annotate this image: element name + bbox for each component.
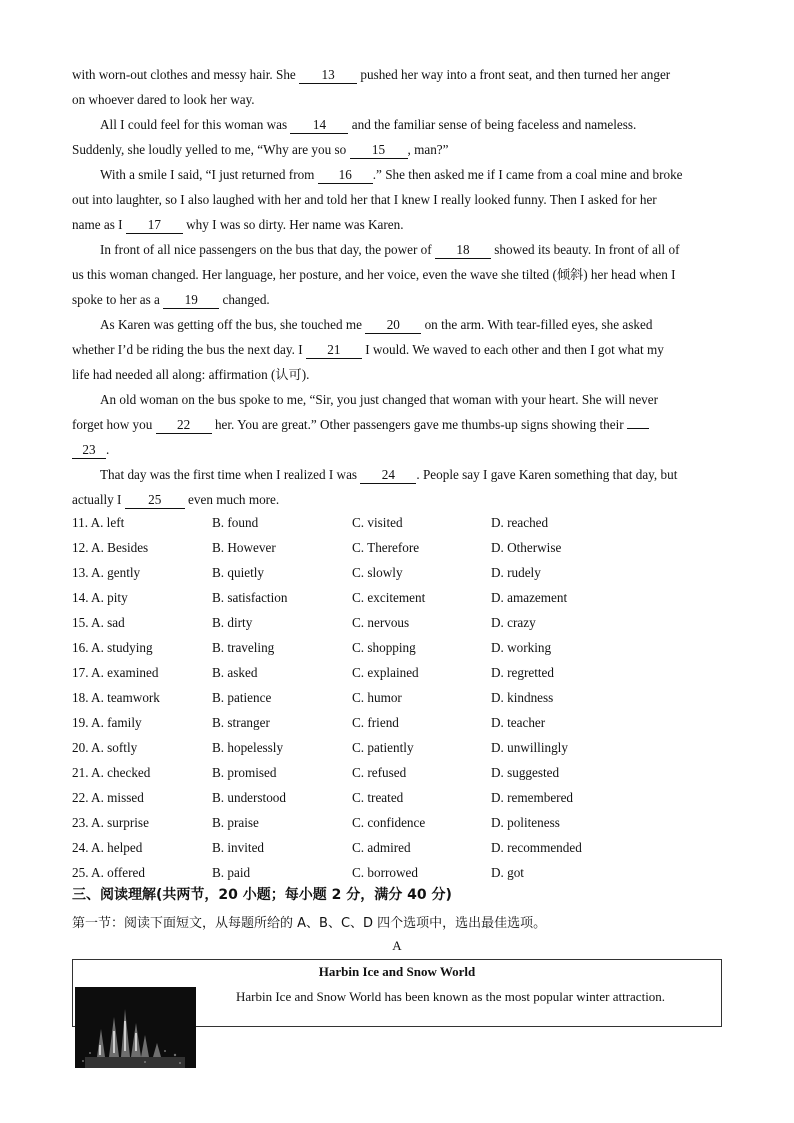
passage-text: All I could feel for this woman was <box>100 117 291 132</box>
blank-22: 22 <box>156 416 212 434</box>
option-c: C. shopping <box>352 640 416 655</box>
option-d: D. crazy <box>491 615 536 630</box>
passage-text: , man?” <box>407 142 449 157</box>
blank-18: 18 <box>435 241 491 259</box>
option-a: 18. A. teamwork <box>72 690 160 705</box>
passage-text: showed its beauty. In front of all of <box>490 242 680 257</box>
option-row <box>72 810 722 835</box>
option-d: D. kindness <box>491 690 554 705</box>
option-d: D. teacher <box>491 715 546 730</box>
option-a: 13. A. gently <box>72 565 141 580</box>
option-c: C. humor <box>352 690 402 705</box>
option-c: C. confidence <box>352 815 426 830</box>
option-row <box>72 710 722 735</box>
option-b: B. promised <box>212 765 277 780</box>
part-label: A <box>392 938 402 953</box>
option-a: 12. A. Besides <box>72 540 149 555</box>
option-d: D. reached <box>491 515 549 530</box>
blank-20: 20 <box>365 316 421 334</box>
passage-text: . <box>106 442 110 457</box>
option-row <box>72 610 722 635</box>
passage-line: out into laughter, so I also laughed with her and told her that I knew I really looked funny. Then I asked for her <box>72 192 657 207</box>
option-b: B. invited <box>212 840 265 855</box>
option-d: D. unwillingly <box>491 740 568 755</box>
option-c: C. explained <box>352 665 419 680</box>
option-b: B. patience <box>212 690 272 705</box>
option-row <box>72 585 722 610</box>
option-c: C. visited <box>352 515 403 530</box>
blank-line <box>627 428 649 429</box>
option-row <box>72 785 722 810</box>
option-a: 15. A. sad <box>72 615 125 630</box>
option-b: B. satisfaction <box>212 590 288 605</box>
blank-23: 23 <box>72 441 106 459</box>
option-a: 14. A. pity <box>72 590 128 605</box>
passage-line <box>72 312 722 337</box>
passage-title: Harbin Ice and Snow World <box>318 964 476 979</box>
option-c: C. patiently <box>352 740 414 755</box>
option-c: C. nervous <box>352 615 410 630</box>
option-a: 16. A. studying <box>72 640 153 655</box>
option-c: C. borrowed <box>352 865 418 880</box>
option-b: B. hopelessly <box>212 740 284 755</box>
blank-21: 21 <box>306 341 362 359</box>
option-row <box>72 685 722 710</box>
passage-text: I would. We waved to each other and then I got what my <box>361 342 664 357</box>
cloze-passage <box>72 62 722 512</box>
passage-text: .” She then asked me if I came from a coal mine and broke <box>372 167 683 182</box>
option-c: C. admired <box>352 840 411 855</box>
option-d: D. rudely <box>491 565 541 580</box>
option-row <box>72 835 722 860</box>
passage-text: even much more. <box>184 492 280 507</box>
option-row <box>72 510 722 535</box>
passage-line: on whoever dared to look her way. <box>72 92 255 107</box>
option-b: B. However <box>212 540 276 555</box>
option-b: B. dirty <box>212 615 253 630</box>
option-a: 25. A. offered <box>72 865 146 880</box>
option-d: D. got <box>491 865 524 880</box>
option-a: 17. A. examined <box>72 665 159 680</box>
passage-text: spoke to her as a <box>72 292 164 307</box>
option-b: B. paid <box>212 865 251 880</box>
blank-13: 13 <box>299 66 357 84</box>
passage-text: . People say I gave Karen something that day, but <box>416 467 678 482</box>
passage-line <box>72 337 722 362</box>
passage-text: on the arm. With tear-filled eyes, she asked <box>421 317 653 332</box>
option-b: B. stranger <box>212 715 270 730</box>
option-b: B. found <box>212 515 259 530</box>
option-a: 19. A. family <box>72 715 142 730</box>
option-d: D. suggested <box>491 765 560 780</box>
option-row <box>72 560 722 585</box>
option-d: D. amazement <box>491 590 568 605</box>
passage-text: whether I’d be riding the bus the next day. I <box>72 342 306 357</box>
passage-text: her. You are great.” Other passengers gave me thumbs-up signs showing their <box>211 417 627 432</box>
passage-text: name as I <box>72 217 126 232</box>
option-d: D. Otherwise <box>491 540 562 555</box>
option-a: 20. A. softly <box>72 740 138 755</box>
option-a: 24. A. helped <box>72 840 143 855</box>
passage-line: us this woman changed. Her language, her posture, and her voice, even the wave she tilted (倾斜) her head when I <box>72 267 676 282</box>
option-c: C. Therefore <box>352 540 420 555</box>
option-c: C. refused <box>352 765 407 780</box>
passage-text: with worn-out clothes and messy hair. She <box>72 67 300 82</box>
passage-line <box>72 62 722 87</box>
passage-text: That day was the first time when I realized I was <box>100 467 361 482</box>
option-c: C. excitement <box>352 590 426 605</box>
passage-line <box>72 112 722 137</box>
option-d: D. regretted <box>491 665 554 680</box>
option-a: 21. A. checked <box>72 765 151 780</box>
passage-line <box>72 137 722 162</box>
option-a: 23. A. surprise <box>72 815 149 830</box>
blank-14: 14 <box>290 116 348 134</box>
option-b: B. understood <box>212 790 286 805</box>
option-a: 11. A. left <box>72 515 125 530</box>
passage-intro-text: Harbin Ice and Snow World has been known as the most popular winter attraction. <box>236 989 666 1004</box>
blank-25: 25 <box>125 491 185 509</box>
passage-text: Suddenly, she loudly yelled to me, “Why are you so <box>72 142 350 157</box>
passage-text: why I was so dirty. Her name was Karen. <box>182 217 404 232</box>
option-row <box>72 735 722 760</box>
option-a: 22. A. missed <box>72 790 144 805</box>
passage-text: and the familiar sense of being faceless and nameless. <box>348 117 637 132</box>
option-row <box>72 660 722 685</box>
passage-line <box>72 487 722 512</box>
passage-text: forget how you <box>72 417 156 432</box>
passage-line <box>72 212 722 237</box>
passage-line <box>72 287 722 312</box>
blank-24: 24 <box>360 466 416 484</box>
option-row <box>72 635 722 660</box>
option-c: C. treated <box>352 790 404 805</box>
section-instructions: 第一节：阅读下面短文，从每题所给的 A、B、C、D 四个选项中，选出最佳选项。 <box>72 916 547 931</box>
option-c: C. slowly <box>352 565 403 580</box>
blank-19: 19 <box>163 291 219 309</box>
passage-line: An old woman on the bus spoke to me, “Sir, you just changed that woman with your heart. She will never <box>100 392 659 407</box>
option-b: B. asked <box>212 665 258 680</box>
passage-text: As Karen was getting off the bus, she touched me <box>100 317 366 332</box>
answer-options <box>72 510 722 885</box>
passage-line <box>72 237 722 262</box>
option-row <box>72 535 722 560</box>
blank-16: 16 <box>318 166 373 184</box>
option-c: C. friend <box>352 715 399 730</box>
passage-text: pushed her way into a front seat, and then turned her anger <box>357 67 671 82</box>
option-row <box>72 760 722 785</box>
passage-line <box>72 437 722 462</box>
option-d: D. working <box>491 640 552 655</box>
passage-text: In front of all nice passengers on the bus that day, the power of <box>100 242 435 257</box>
option-b: B. quietly <box>212 565 265 580</box>
passage-line <box>72 412 722 437</box>
option-row <box>72 860 722 885</box>
passage-line <box>72 462 722 487</box>
option-d: D. politeness <box>491 815 560 830</box>
option-b: B. praise <box>212 815 259 830</box>
passage-text: With a smile I said, “I just returned from <box>100 167 318 182</box>
blank-17: 17 <box>126 216 183 234</box>
passage-text: actually I <box>72 492 125 507</box>
option-b: B. traveling <box>212 640 275 655</box>
option-d: D. recommended <box>491 840 582 855</box>
passage-text: changed. <box>219 292 270 307</box>
passage-line <box>72 162 722 187</box>
ice-castle-photo <box>75 987 196 1068</box>
blank-15: 15 <box>350 141 408 159</box>
section-title: 三、阅读理解(共两节，20 小题；每小题 2 分，满分 40 分) <box>72 887 452 903</box>
passage-line: life had needed all along: affirmation (认可). <box>72 367 310 382</box>
option-d: D. remembered <box>491 790 574 805</box>
